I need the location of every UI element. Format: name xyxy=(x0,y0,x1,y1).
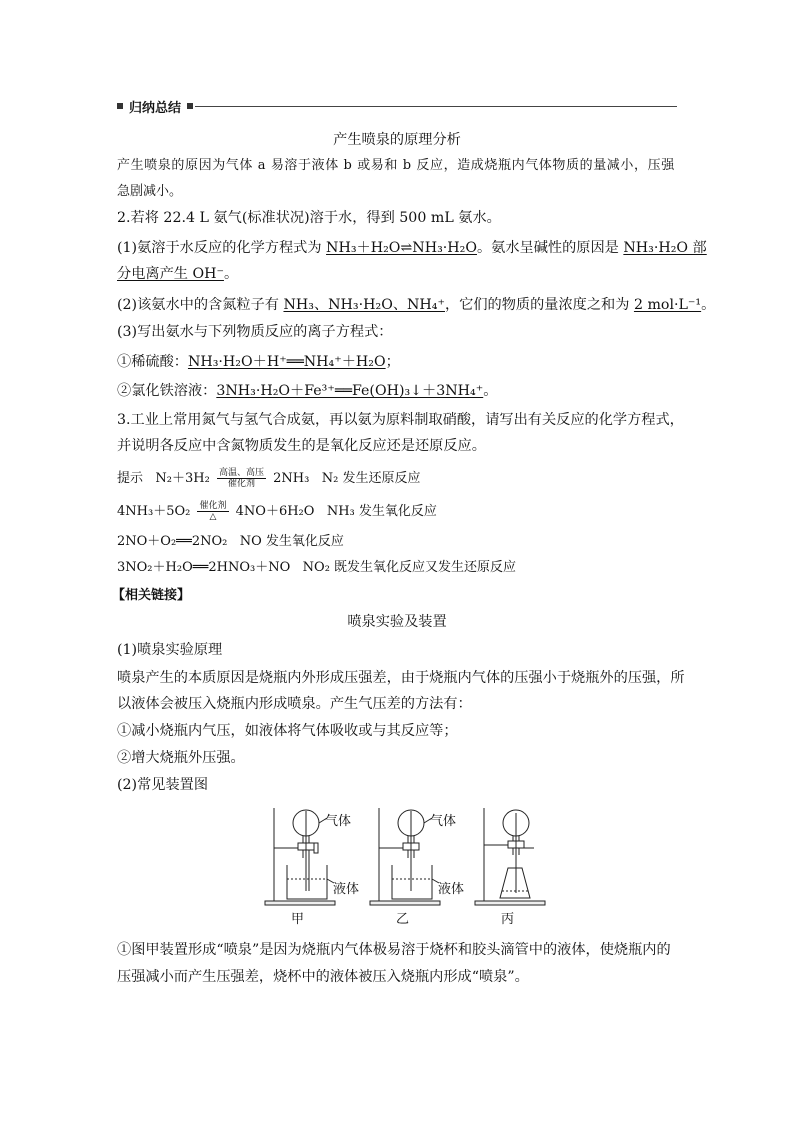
reaction-2-left: 4NH₃＋5O₂ xyxy=(117,504,191,519)
method-2: ②增大烧瓶外压强。 xyxy=(117,750,245,766)
question-2-part-3a xyxy=(117,352,400,372)
reaction-1-condition xyxy=(217,468,266,489)
q2-s3b-prefix: ②氯化铁溶液： xyxy=(117,383,217,399)
reaction-1-note: N₂ 发生还原反应 xyxy=(321,471,421,486)
reaction-1-condition-bottom: 催化剂 xyxy=(227,479,255,489)
reaction-2 xyxy=(117,501,437,522)
reaction-3-equation: 2NO＋O₂══2NO₂ xyxy=(117,534,228,549)
label-liquid-yi: 液体 xyxy=(438,882,465,897)
q2-s3b-end: 。 xyxy=(483,383,498,399)
reaction-3 xyxy=(117,532,344,552)
principle-subtitle: (1)喷泉实验原理 xyxy=(117,642,223,658)
q2-s3a-end: ； xyxy=(385,354,400,370)
q2-s2-answer: NH₃、NH₃·H₂O、NH₄⁺ xyxy=(283,297,445,313)
question-3-line-1: 3.工业上常用氮气与氢气合成氨，再以氨为原料制取硝酸，请写出有关反应的化学方程式， xyxy=(117,412,684,428)
label-gas-yi: 气体 xyxy=(430,814,457,829)
apparatus-bing xyxy=(475,808,545,905)
related-link-label: 【相关链接】 xyxy=(112,588,191,603)
q2-s1-prefix: (1)氨溶于水反应的化学方程式为 xyxy=(117,240,327,256)
label-gas-jia: 气体 xyxy=(325,814,352,829)
q2-s1-equation: NH₃＋H₂O⇌NH₃·H₂O xyxy=(326,240,477,256)
principle-heading: 产生喷泉的原理分析 xyxy=(333,132,461,148)
reaction-2-right: 4NO＋6H₂O xyxy=(235,504,315,519)
question-2-part-3b xyxy=(117,381,497,401)
caption-yi: 乙 xyxy=(396,912,410,927)
section-header-title: 归纳总结 xyxy=(129,101,182,116)
reaction-2-condition-top: 催化剂 xyxy=(199,501,227,511)
q2-s3a-answer: NH₃·H₂O＋H⁺══NH₄⁺＋H₂O xyxy=(187,354,386,370)
q2-s2-mid: ，它们的物质的量浓度之和为 xyxy=(444,297,634,313)
question-2-part-1-cont xyxy=(117,264,238,284)
caption-bing: 丙 xyxy=(501,912,515,927)
explanation-line-2: 压强减小而产生压强差，烧杯中的液体被压入烧瓶内形成“喷泉”。 xyxy=(117,969,529,985)
hint-label: 提示 xyxy=(117,471,144,486)
method-1: ①减小烧瓶内气压，如液体将气体吸收或与其反应等； xyxy=(117,723,458,739)
question-2-part-2 xyxy=(117,295,715,315)
q2-s3a-prefix: ①稀硫酸： xyxy=(117,354,188,370)
section-header xyxy=(117,100,677,114)
question-3-line-2: 并说明各反应中含氮物质发生的是氧化反应还是还原反应。 xyxy=(117,438,486,454)
reaction-2-note: NH₃ 发生氧化反应 xyxy=(326,504,437,519)
reaction-1-left: N₂＋3H₂ xyxy=(155,471,210,486)
q2-s1-end: 。 xyxy=(223,266,239,282)
question-2-intro: 2.若将 22.4 L 氨气(标准状况)溶于水，得到 500 mL 氨水。 xyxy=(117,210,501,226)
square-bullet-icon xyxy=(117,103,123,109)
reaction-1 xyxy=(117,468,420,489)
q2-s3b-answer: 3NH₃·H₂O＋Fe³⁺══Fe(OH)₃↓＋3NH₄⁺ xyxy=(216,383,484,399)
q2-s2-end: 。 xyxy=(701,297,716,313)
q2-s1-mid: 。氨水呈碱性的原因是 xyxy=(476,240,624,256)
fountain-heading: 喷泉实验及装置 xyxy=(347,614,447,630)
reaction-3-note: NO 发生氧化反应 xyxy=(239,534,344,549)
square-bullet-icon xyxy=(187,103,193,109)
q2-s2-prefix: (2)该氨水中的含氮粒子有 xyxy=(117,297,284,313)
principle-text-line-2: 急剧减小。 xyxy=(117,184,183,199)
reaction-2-condition xyxy=(197,501,228,522)
principle-text-line-1: 产生喷泉的原因为气体 a 易溶于液体 b 或易和 b 反应，造成烧瓶内气体物质的量减小，压强 xyxy=(117,158,675,173)
caption-jia: 甲 xyxy=(291,912,305,927)
reaction-1-right: 2NH₃ xyxy=(273,471,310,486)
explanation-line-1: ①图甲装置形成“喷泉”是因为烧瓶内气体极易溶于烧杯和胶头滴管中的液体，使烧瓶内的 xyxy=(117,942,671,958)
question-2-part-3: (3)写出氨水与下列物质反应的离子方程式： xyxy=(117,324,393,340)
principle-body-line-1: 喷泉产生的本质原因是烧瓶内外形成压强差，由于烧瓶内气体的压强小于烧瓶外的压强，所 xyxy=(117,670,685,686)
reaction-4-note: NO₂ 既发生氧化反应又发生还原反应 xyxy=(302,560,517,575)
reaction-2-condition-bottom: △ xyxy=(209,512,217,522)
reaction-4-equation: 3NO₂＋H₂O══2HNO₃＋NO xyxy=(117,560,291,575)
reaction-4 xyxy=(117,558,516,578)
q2-s1-answer-part2: 分电离产生 OH⁻ xyxy=(117,266,224,282)
apparatus-subtitle: (2)常见装置图 xyxy=(117,777,209,793)
header-rule xyxy=(195,106,677,107)
q2-s2-answer-2: 2 mol·L⁻¹ xyxy=(633,297,702,313)
reaction-1-condition-top: 高温、高压 xyxy=(218,468,264,478)
label-liquid-jia: 液体 xyxy=(333,882,360,897)
question-2-part-1 xyxy=(117,238,707,258)
principle-body-line-2: 以液体会被压入烧瓶内形成喷泉。产生气压差的方法有： xyxy=(117,696,472,712)
q2-s1-answer-part1: NH₃·H₂O 部 xyxy=(623,240,707,256)
